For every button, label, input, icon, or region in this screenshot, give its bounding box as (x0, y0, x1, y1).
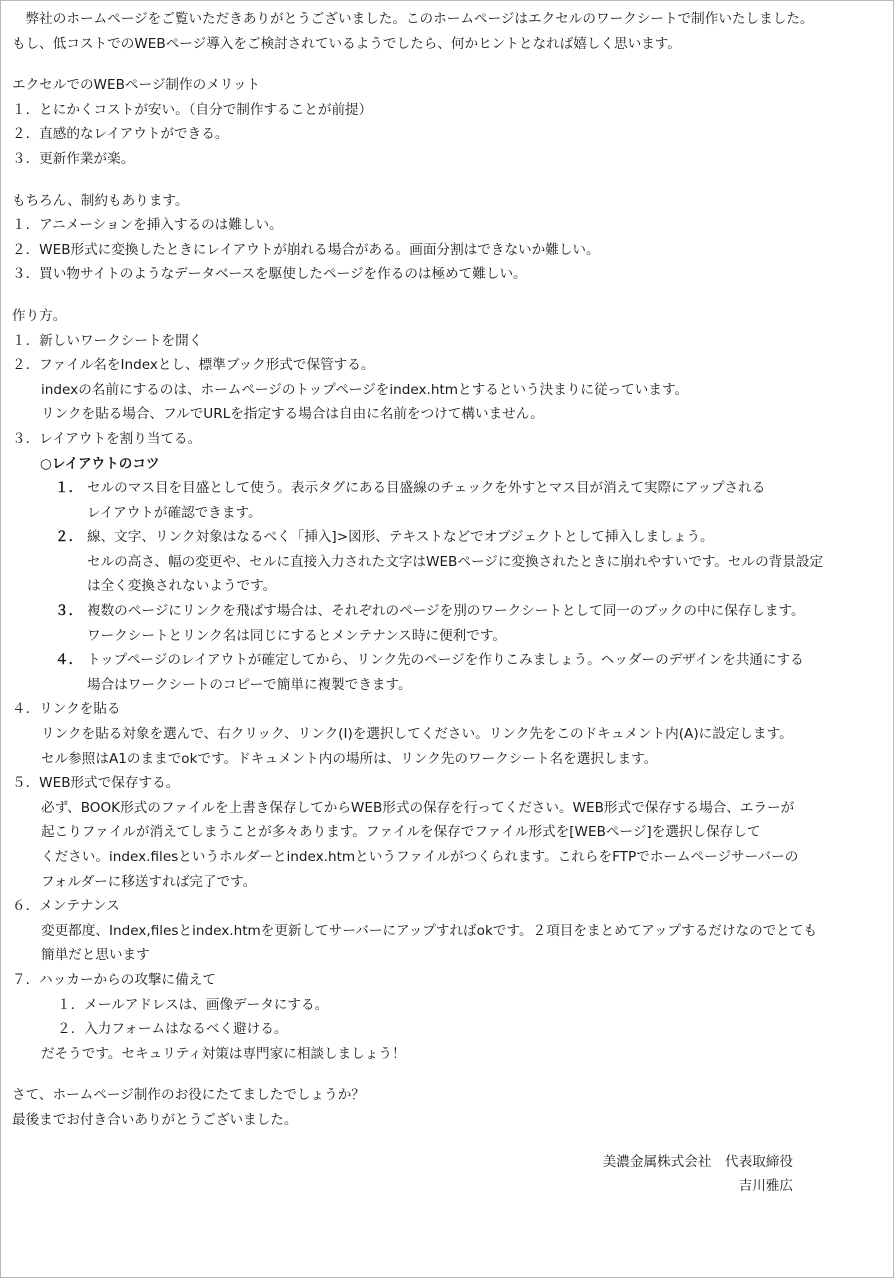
howto-heading: 作り方。 (12, 307, 67, 324)
limit-item-3: ３．買い物サイトのようなデータベースを駆使したページを作るのは極めて難しい。 (12, 266, 527, 283)
step-7-item-1: １．メールアドレスは、画像データにする。 (57, 996, 329, 1013)
tip-2-line-3: は全く変換されないようです。 (87, 578, 277, 595)
tip-3-number: ３． (55, 603, 83, 620)
tip-2-text: 線、文字、リンク対象はなるべく「挿入]>図形、テキストなどでオブジェクトとして挿入しましょう。 (87, 529, 714, 546)
step-2-note-2: リンクを貼る場合、フルでURLを指定する場合は自由に名前をつけて構いません。 (41, 406, 544, 423)
tip-2-line-1 (12, 525, 893, 550)
merit-item-3: ３．更新作業が楽。 (12, 150, 135, 167)
merit-item-1: １．とにかくコストが安い。（自分で制作することが前提） (12, 101, 373, 118)
step-1: １．新しいワークシートを開く (12, 332, 203, 349)
step-5-note-2: 起こりファイルが消えてしまうことが多々あります。ファイルを保存でファイル形式を[WEBページ]を選択し保存して (41, 824, 761, 841)
tip-1-text: セルのマス目を目盛として使う。表示タグにある目盛線のチェックを外すとマス目が消えて実際にアップされる (87, 480, 766, 497)
tip-2-line-2: セルの高さ、幅の変更や、セルに直接入力された文字はWEBページに変換されたときに崩れやすいです。セルの背景設定 (87, 553, 824, 570)
limit-item-2: ２．WEB形式に変換したときにレイアウトが崩れる場合がある。画面分割はできないか難しい。 (12, 241, 600, 258)
step-5: ５．WEB形式で保存する。 (12, 775, 180, 792)
step-6-note-1: 変更都度、Index,filesとindex.htmを更新してサーバーにアップすればokです。２項目をまとめてアップするだけなのでとても (41, 922, 818, 939)
tip-1-line-2: レイアウトが確認できます。 (87, 504, 262, 521)
tip-2-number: ２． (55, 529, 83, 546)
signature-name: 吉川雅広 (738, 1178, 793, 1195)
tip-4-text: トップページのレイアウトが確定してから、リンク先のページを作りこみましょう。ヘッダーのデザインを共通にする (87, 652, 804, 669)
step-5-note-3: ください。index.filesというホルダーとindex.htmというファイルがつくられます。これらをFTPでホームページサーバーの (41, 849, 799, 865)
tip-1-number: １． (55, 480, 83, 497)
merits-heading: エクセルでのWEBページ制作のメリット (12, 77, 261, 94)
tip-4-line-2: 場合はワークシートのコピーで簡単に複製できます。 (87, 676, 412, 693)
step-2: ２．ファイル名をIndexとし、標準ブック形式で保管する。 (12, 357, 375, 374)
step-7-note: だそうです。セキュリティ対策は専門家に相談しましょう！ (41, 1045, 406, 1062)
step-4-note-2: セル参照はA1のままでokです。ドキュメント内の場所は、リンク先のワークシート名を選択します。 (41, 750, 658, 767)
limit-item-1: １．アニメーションを挿入するのは難しい。 (12, 217, 283, 234)
closing-line-1: さて、ホームページ制作のお役にたてましたでしょうか？ (12, 1087, 365, 1104)
tip-1-line-1 (12, 476, 893, 501)
limits-heading: もちろん、制約もあります。 (12, 192, 189, 209)
step-4-note-1: リンクを貼る対象を選んで、右クリック、リンク(I)を選択してください。リンク先をこのドキュメント内(A)に設定します。 (41, 726, 793, 743)
step-6: ６．メンテナンス (12, 898, 120, 915)
tip-4-number: ４． (55, 652, 83, 669)
step-7-item-2: ２．入力フォームはなるべく避ける。 (57, 1021, 288, 1038)
intro-line-2: もし、低コストでのWEBページ導入をご検討されているようでしたら、何かヒントとなれば嬉しく思います。 (12, 35, 681, 52)
tip-3-line-2: ワークシートとリンク名は同じにするとメンテナンス時に便利です。 (87, 627, 506, 644)
step-5-note-1: 必ず、BOOK形式のファイルを上書き保存してからWEB形式の保存を行ってください。WEB形式で保存する場合、エラーが (41, 799, 795, 816)
step-5-note-4: フォルダーに移送すれば完了です。 (41, 873, 257, 890)
document-body (12, 7, 893, 1199)
tip-3-line-1 (12, 599, 893, 624)
signature-company: 美濃金属株式会社 代表取締役 (602, 1153, 793, 1170)
step-2-note-1: indexの名前にするのは、ホームページのトップページをindex.htmとするという決まりに従っています。 (41, 381, 689, 398)
step-4: ４．リンクを貼る (12, 701, 121, 718)
tip-4-line-1 (12, 648, 893, 673)
step-6-note-2: 簡単だと思います (41, 947, 150, 964)
closing-line-2: 最後までお付き合いありがとうございました。 (12, 1111, 298, 1128)
merit-item-2: ２．直感的なレイアウトができる。 (12, 126, 229, 143)
step-3: ３．レイアウトを割り当てる。 (12, 430, 202, 447)
layout-tips-heading: ○レイアウトのコツ (40, 455, 160, 472)
intro-line-1: 弊社のホームページをご覧いただきありがとうございました。このホームページはエクセルのワークシートで制作いたしました。 (12, 11, 814, 27)
step-7: ７．ハッカーからの攻撃に備えて (12, 971, 216, 988)
tip-3-text: 複数のページにリンクを飛ばす場合は、それぞれのページを別のワークシートとして同一のブックの中に保存します。 (87, 603, 805, 620)
